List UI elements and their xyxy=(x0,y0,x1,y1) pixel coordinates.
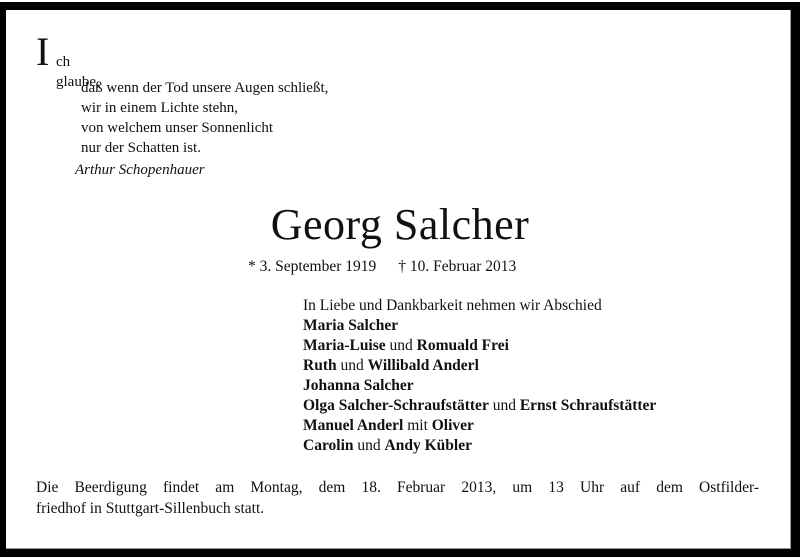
mourner-row xyxy=(303,356,656,376)
poem-line: daß wenn der Tod unsere Augen schließt, xyxy=(81,80,329,96)
funeral-notice-line: friedhof in Stuttgart-Sillenbuch statt. xyxy=(36,500,265,517)
mourner-name: Ernst Schraufstätter xyxy=(519,397,657,414)
mourner-name: Willibald Anderl xyxy=(367,357,479,374)
mourner-name: Manuel Anderl xyxy=(303,417,404,434)
mourner-row xyxy=(303,316,656,336)
mourner-name: Maria Salcher xyxy=(303,317,399,334)
poem-line: wir in einem Lichte stehn, xyxy=(81,100,239,116)
mourner-row xyxy=(303,396,656,416)
mourner-row xyxy=(303,336,656,356)
poem-lines xyxy=(81,78,328,158)
birth-date: * 3. September 1919 xyxy=(248,258,377,275)
deceased-name: Georg Salcher xyxy=(270,200,530,249)
mourner-conjunction: und xyxy=(488,397,520,414)
poem-dropcap: I xyxy=(36,29,50,74)
poem-line: nur der Schatten ist. xyxy=(81,140,201,156)
mourner-conjunction: mit xyxy=(403,417,432,434)
mourner-conjunction: und xyxy=(385,337,417,354)
poem-line: von welchem unser Sonnenlicht xyxy=(81,120,274,136)
death-date: † 10. Februar 2013 xyxy=(398,258,517,275)
mourner-name: Oliver xyxy=(431,417,474,434)
mourner-name: Olga Salcher-Schraufstätter xyxy=(303,397,489,414)
life-dates xyxy=(248,258,516,276)
mourner-row xyxy=(303,376,656,396)
poem-first-line-text: ch glaube, xyxy=(56,54,100,90)
funeral-notice xyxy=(36,477,759,519)
mourner-name: Romuald Frei xyxy=(416,337,509,354)
mourner-conjunction: und xyxy=(336,357,368,374)
mourner-conjunction: und xyxy=(353,437,385,454)
mourners-block xyxy=(303,296,656,456)
funeral-notice-line: Die Beerdigung findet am Montag, dem 18. Februar 2013, um 13 Uhr auf dem Ostfilder- xyxy=(36,479,759,496)
mourner-name: Maria-Luise xyxy=(303,337,386,354)
mourner-name: Johanna Salcher xyxy=(303,377,414,394)
mourner-name: Carolin xyxy=(303,437,354,454)
mourner-name: Ruth xyxy=(303,357,337,374)
mourner-row xyxy=(303,436,656,456)
mourner-row xyxy=(303,416,656,436)
mourners-intro: In Liebe und Dankbarkeit nehmen wir Abschied xyxy=(303,297,602,314)
mourner-name: Andy Kübler xyxy=(384,437,472,454)
poem-author: Arthur Schopenhauer xyxy=(75,162,205,178)
